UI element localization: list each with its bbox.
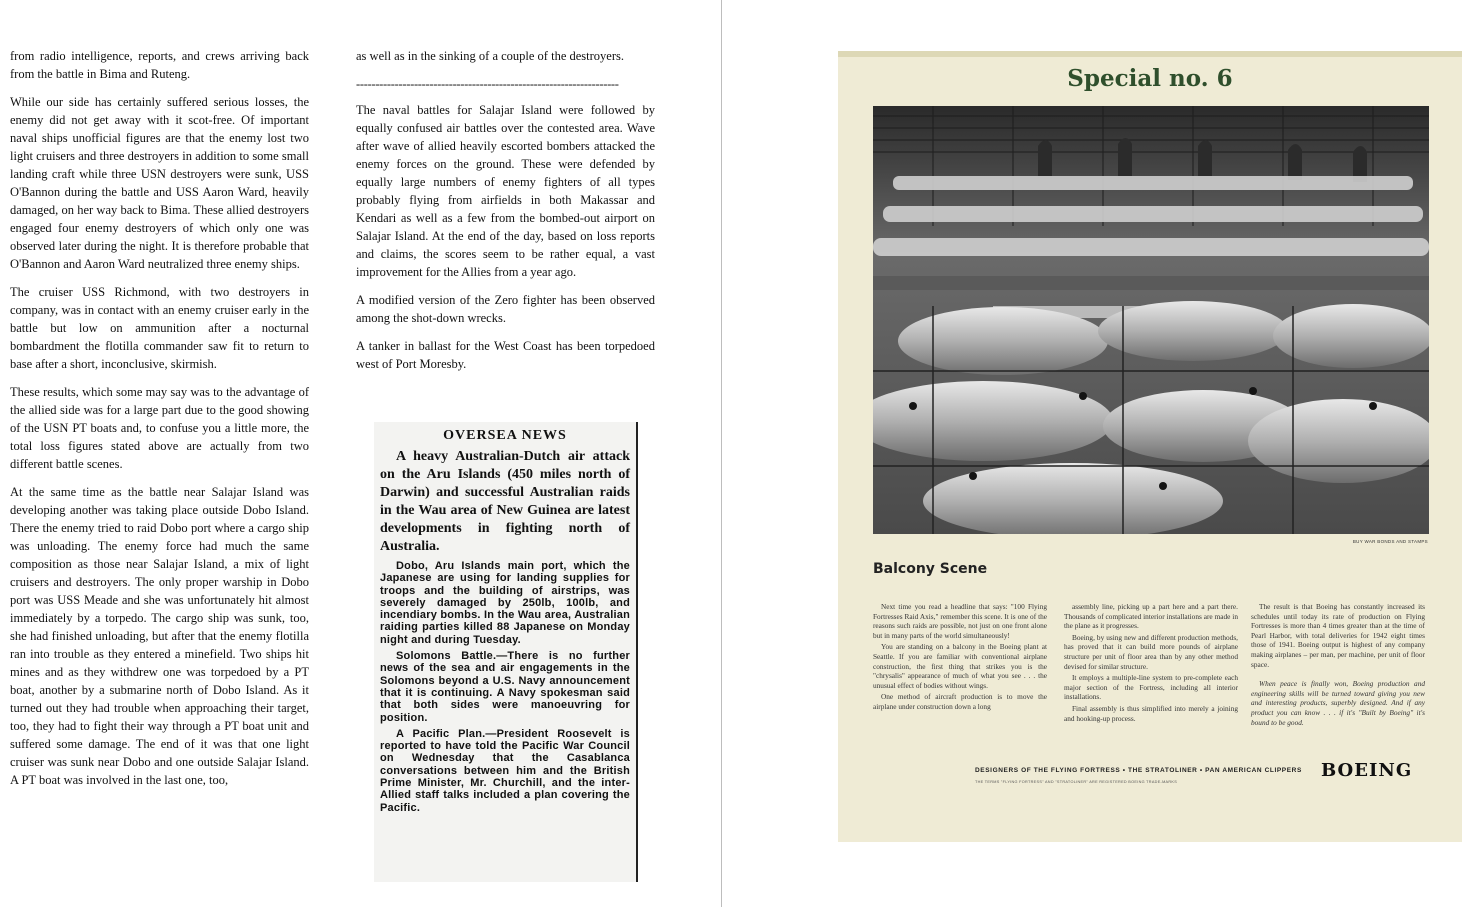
photo-caption: BUY WAR BONDS AND STAMPS: [1352, 539, 1428, 544]
ad-paragraph: It employs a multiple-line system to pre-complete each major section of the Fortress, including all interior installations.: [1064, 673, 1238, 702]
ad-heading: Balcony Scene: [873, 561, 988, 577]
ad-top-rule: [838, 51, 1462, 57]
ad-paragraph: One method of aircraft production is to move the airplane under construction down a long: [873, 692, 1047, 711]
ad-paragraph: assembly line, picking up a part here and a part there. Thousands of complicated interior installations are made in the plane as it progresses.: [1064, 602, 1238, 631]
paragraph: While our side has certainly suffered serious losses, the enemy did not get away with it scot-free. Of important naval ships unofficial figures are that the enemy lost two light cruisers and three destroyers in addition to some small landing craft while three USN destroyers were sunk, USS O'Bannon during the battle and USS Aaron Ward, heavily damaged, on her way back to Bima. These allied destroyers engaged four enemy destroyers of which only one was observed later during the night. It is therefore probable that O'Bannon and Aaron Ward neutralized three enemy ships.: [10, 95, 309, 271]
ad-paragraph: Next time you read a headline that says: "100 Flying Fortresses Raid Axis," remember this scene. It is one of the reasons such raids are possible, not just on one front alone but in many parts of the world simultaneously!: [873, 602, 1047, 640]
clipping-title: OVERSEA NEWS: [443, 428, 567, 443]
ad-paragraph: When peace is finally won, Boeing production and engineering skills will be turned toward giving you new and interesting products, superbly designed. And if any product you can know . . . if it's "Built by Boeing" it's bound to be good.: [1251, 679, 1425, 727]
ad-paragraph: The result is that Boeing has constantly increased its schedules until today its rate of production on Flying Fortresses is more than 4 times greater than at the time of Pearl Harbor, with total deliveries for 1942 eight times those of 1941. Boeing output is highest of any company making airplanes – per man, per machine, per unit of floor space.: [1251, 602, 1425, 669]
ad-title: Special no. 6: [1067, 65, 1233, 92]
ad-text-column: [1251, 602, 1425, 729]
separator-line: --------------------------------------------------------------------: [356, 77, 619, 91]
factory-photo: [873, 106, 1429, 534]
ad-paragraph: You are standing on a balcony in the Boeing plant at Seattle. If you are familiar with conventional airplane construction, the first thing that strikes you is the "chrysalis" appearance of much of what you see . . . the unusual effect of bodies without wings.: [873, 642, 1047, 690]
clipping-lead: A heavy Australian-Dutch air attack on the Aru Islands (450 miles north of Darwin) and successful Australian raids in the Wau area of New Guinea are latest developments in fighting north of Australia.: [380, 449, 630, 554]
ad-footer-note: THE TERMS "FLYING FORTRESS" AND "STRATOLINER" ARE REGISTERED BOEING TRADE-MARKS: [975, 780, 1178, 784]
ad-footer: DESIGNERS OF THE FLYING FORTRESS • THE STRATOLINER • PAN AMERICAN CLIPPERS: [975, 767, 1302, 774]
clipping-paragraph: Dobo, Aru Islands main port, which the Japanese are using for landing supplies for troops and the building of airstrips, was severely damaged by 250lb, 100lb, and incendiary bombs. In the Wau area, Australian raiding parties killed 88 Japanese on Monday night and during Tuesday.: [380, 560, 630, 646]
boeing-advertisement: [838, 51, 1462, 842]
paragraph: The naval battles for Salajar Island were followed by equally confused air battles over the contested area. Wave after wave of allied heavily escorted bombers attacked the enemy forces on the ground. These were defended by equally large numbers of enemy fighters of all types probably flying from airfields in both Makassar and Kendari as well as a few from the bombed-out airport on Salajar Island. At the end of the day, based on loss reports and claims, the scores seem to be rather equal, a vast improvement for the Allies from a year ago.: [356, 103, 655, 279]
newspaper-clipping: [374, 422, 638, 882]
clipping-paragraph: A Pacific Plan.—President Roosevelt is reported to have told the Pacific War Council on Wednesday that the Casablanca conversations between him and the British Prime Minister, Mr. Churchill, and the inter-Allied staff talks included a plan covering the Pacific.: [380, 727, 630, 814]
paragraph: from radio intelligence, reports, and crews arriving back from the battle in Bima and Ruteng.: [10, 49, 309, 81]
left-text-column: [10, 47, 309, 799]
paragraph: A tanker in ballast for the West Coast has been torpedoed west of Port Moresby.: [356, 339, 655, 371]
page-divider: [721, 0, 722, 907]
ad-text-column: [873, 602, 1047, 714]
paragraph: At the same time as the battle near Salajar Island was developing another was taking place outside Dobo Island. There the enemy tried to raid Dobo port where a cargo ship was unloading. The enemy force had much the same composition as those near Salajar Island, a mix of light cruisers and destroyers. The only proper warship in Dobo port was USS Meade and she was unfortunately hit almost immediately by a torpedo. The cargo ship was sunk, too, she had finished unloading, but after that the enemy flotilla ran into trouble as they entered a minefield. Two ships hit mines and as they withdrew one was torpedoed by a PT boat, another by a submarine north of Dobo Island. As it turned out they had trouble when approaching their target, too, they had to fight their way through a PT boat unit and suffered some damage. The end of it was that one light cruiser was sunk near Dobo and one outside Salajar Island. A PT boat was involved in the last one, too,: [10, 485, 309, 787]
paragraph: The cruiser USS Richmond, with two destroyers in company, was in contact with an enemy cruiser early in the battle but low on ammunition after a nocturnal bombardment the flotilla commander saw fit to return to base after a short, inconclusive, skirmish.: [10, 285, 309, 371]
paragraph: These results, which some may say was to the advantage of the allied side was for a large part due to the good showing of the USN PT boats and, to confuse you a little more, the total loss figures stated above are actually from two different battle scenes.: [10, 385, 309, 471]
paragraph: as well as in the sinking of a couple of the destroyers.: [356, 49, 624, 63]
clipping-paragraph: Solomons Battle.—There is no further news of the sea and air engagements in the Solomons beyond a U.S. Navy announcement that it is continuing. A Navy spokesman said that both sides were manoeuvring for position.: [380, 650, 630, 724]
middle-text-column: [356, 47, 655, 383]
ad-text-column: [1064, 602, 1238, 725]
boeing-logo: BOEING: [1321, 760, 1413, 781]
ad-paragraph: Boeing, by using new and different production methods, has proved that it can build more pounds of airplane structure per unit of floor area than by any other method devised for similar structure.: [1064, 632, 1238, 671]
ad-paragraph: Final assembly is thus simplified into merely a joining and hooking-up process.: [1064, 703, 1238, 723]
factory-photo-graphic: [873, 106, 1429, 534]
paragraph: A modified version of the Zero fighter has been observed among the shot-down wrecks.: [356, 293, 655, 325]
